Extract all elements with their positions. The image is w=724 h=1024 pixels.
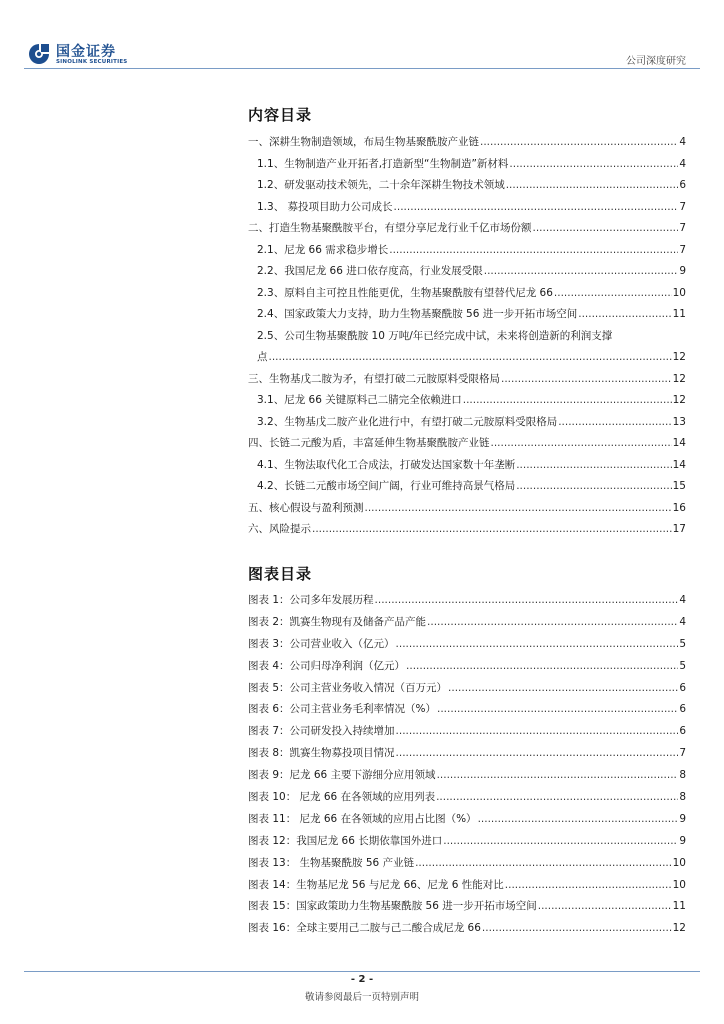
toc-entry[interactable]: 2.1、尼龙 66 需求稳步增长 ..... 7 bbox=[248, 240, 686, 262]
figure-entry[interactable]: 图表 12：我国尼龙 66 长期依靠国外进口 ..... 9 bbox=[248, 831, 686, 853]
toc-entry-first-line[interactable]: 2.5、公司生物基聚酰胺 10 万吨/年已经完成中试，未来将创造新的利润支撑 bbox=[257, 329, 613, 342]
toc-entry[interactable]: 3.1、尼龙 66 关键原料己二腈完全依赖进口 ..... 12 bbox=[248, 390, 686, 412]
figure-entry[interactable]: 图表 16：全球主要用己二胺与己二酸合成尼龙 66 ..... 12 bbox=[248, 918, 686, 940]
toc-title: 内容目录 bbox=[248, 106, 313, 124]
toc-entry[interactable]: 六、风险提示 ..... 17 bbox=[248, 519, 686, 541]
toc-entry[interactable]: 1.2、研发驱动技术领先，二十余年深耕生物技术领域 ..... 6 bbox=[248, 175, 686, 197]
sinolink-logo-icon bbox=[26, 42, 52, 66]
toc-entry[interactable]: 二、打造生物基聚酰胺平台，有望分享尼龙行业千亿市场份额 ..... 7 bbox=[248, 218, 686, 240]
figure-entry[interactable]: 图表 4：公司归母净利润（亿元） ..... 5 bbox=[248, 656, 686, 678]
company-logo bbox=[24, 40, 144, 68]
figure-entry[interactable]: 图表 6：公司主营业务毛利率情况（%） ..... 6 bbox=[248, 699, 686, 721]
figure-list-title: 图表目录 bbox=[248, 565, 313, 583]
figure-entry[interactable]: 图表 1：公司多年发展历程 ..... 4 bbox=[248, 590, 686, 612]
figure-entry[interactable]: 图表 9：尼龙 66 主要下游细分应用领域 ..... 8 bbox=[248, 765, 686, 787]
figure-entry[interactable]: 图表 3：公司营业收入（亿元） ..... 5 bbox=[248, 634, 686, 656]
toc-entry[interactable]: 五、核心假设与盈利预测 ..... 16 bbox=[248, 498, 686, 520]
logo-chinese-name: 国金证券 bbox=[56, 44, 116, 60]
toc-entry[interactable]: 三、生物基戊二胺为矛，有望打破二元胺原料受限格局 ..... 12 bbox=[248, 369, 686, 391]
figure-entry[interactable]: 图表 15：国家政策助力生物基聚酰胺 56 进一步开拓市场空间 ..... 11 bbox=[248, 896, 686, 918]
footer-divider bbox=[24, 971, 700, 972]
toc-entry[interactable]: 4.1、生物法取代化工合成法，打破发达国家数十年垄断 ..... 14 bbox=[248, 455, 686, 477]
toc-entry[interactable]: 1.3、 募投项目助力公司成长 ..... 7 bbox=[248, 197, 686, 219]
figure-entry[interactable]: 图表 2：凯赛生物现有及储备产品产能 ..... 4 bbox=[248, 612, 686, 634]
disclaimer-note: 敬请参阅最后一页特别声明 bbox=[304, 992, 419, 1003]
toc-entry[interactable]: 1.1、生物制造产业开拓者,打造新型“生物制造”新材料 ..... 4 bbox=[248, 154, 686, 176]
logo-english-name: SINOLINK SECURITIES bbox=[56, 59, 128, 65]
header-divider bbox=[24, 68, 700, 69]
toc-entry[interactable]: 2.4、国家政策大力支持，助力生物基聚酰胺 56 进一步开拓市场空间 ..... 11 bbox=[248, 304, 686, 326]
figure-entry[interactable]: 图表 7：公司研发投入持续增加 ..... 6 bbox=[248, 721, 686, 743]
figure-entry[interactable]: 图表 10： 尼龙 66 在各领域的应用列表 ..... 8 bbox=[248, 787, 686, 809]
toc-entry[interactable]: 四、长链二元酸为盾，丰富延伸生物基聚酰胺产业链 ..... 14 bbox=[248, 433, 686, 455]
toc-list bbox=[248, 132, 686, 541]
toc-entry-continued[interactable]: 点 ..... 12 bbox=[248, 347, 686, 369]
report-type-label: 公司深度研究 bbox=[626, 56, 686, 67]
figure-entry[interactable]: 图表 8：凯赛生物募投项目情况 ..... 7 bbox=[248, 743, 686, 765]
toc-entry[interactable]: 一、深耕生物制造领域，布局生物基聚酰胺产业链 ..... 4 bbox=[248, 132, 686, 154]
figure-entry[interactable]: 图表 14：生物基尼龙 56 与尼龙 66、尼龙 6 性能对比 ..... 10 bbox=[248, 875, 686, 897]
toc-entry[interactable]: 2.2、我国尼龙 66 进口依存度高，行业发展受限 ..... 9 bbox=[248, 261, 686, 283]
figure-entry[interactable]: 图表 11： 尼龙 66 在各领域的应用占比图（%） ..... 9 bbox=[248, 809, 686, 831]
figure-entry[interactable]: 图表 13： 生物基聚酰胺 56 产业链 ..... 10 bbox=[248, 853, 686, 875]
page-number: - 2 - bbox=[350, 974, 374, 985]
figure-list bbox=[248, 590, 686, 940]
toc-entry[interactable]: 4.2、长链二元酸市场空间广阔，行业可维持高景气格局 ..... 15 bbox=[248, 476, 686, 498]
toc-entry[interactable]: 2.3、原料自主可控且性能更优，生物基聚酰胺有望替代尼龙 66 ..... 10 bbox=[248, 283, 686, 305]
toc-entry[interactable]: 3.2、生物基戊二胺产业化进行中，有望打破二元胺原料受限格局 ..... 13 bbox=[248, 412, 686, 434]
figure-entry[interactable]: 图表 5：公司主营业务收入情况（百万元） ..... 6 bbox=[248, 678, 686, 700]
